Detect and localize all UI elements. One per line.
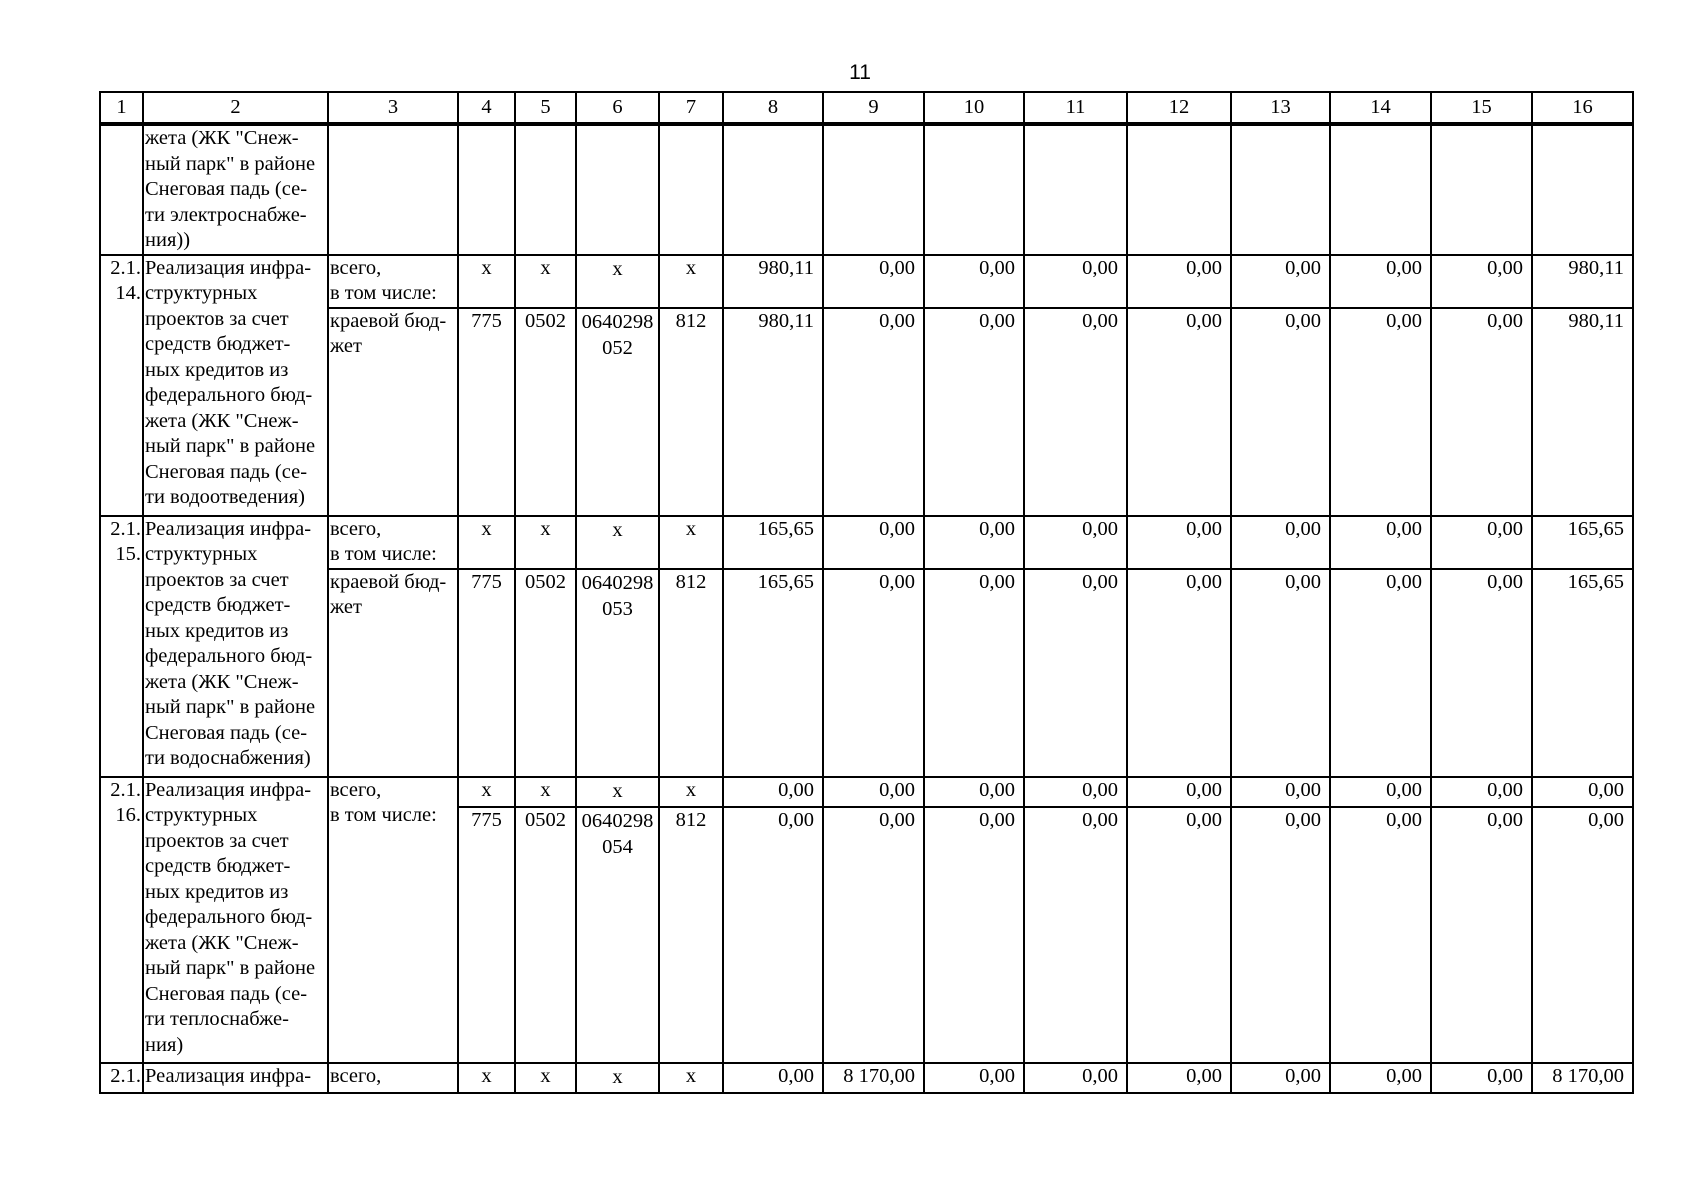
- item-total-row: [100, 516, 1633, 569]
- source-line: жет: [330, 596, 362, 618]
- column-number: 14: [1330, 92, 1431, 124]
- amount-cell: 0,00: [1127, 255, 1231, 308]
- amount-cell: 0,00: [1431, 255, 1532, 308]
- amount-cell: 0,00: [1024, 516, 1127, 569]
- item-name: [143, 255, 328, 516]
- target-article-code: x: [576, 255, 659, 308]
- name-line: Реализация инфра-: [145, 256, 312, 279]
- cell: [659, 124, 723, 255]
- name-line: жета (ЖК "Снеж-: [145, 409, 299, 432]
- item-total-row: [100, 255, 1633, 308]
- index-line: 15.: [115, 543, 141, 565]
- cell: [1024, 124, 1127, 255]
- amount-cell: 0,00: [1231, 569, 1330, 777]
- source-line: краевой бюд-: [330, 570, 447, 593]
- item-index: [100, 124, 143, 255]
- grbs-code: 775: [458, 308, 515, 516]
- column-number: 12: [1127, 92, 1231, 124]
- name-line: Снеговая падь (се-: [145, 982, 308, 1005]
- cell: [924, 124, 1024, 255]
- source-line: краевой бюд-: [330, 309, 447, 332]
- amount-cell: 0,00: [1231, 1063, 1330, 1093]
- name-line: проектов за счет: [145, 307, 289, 330]
- amount-cell: 0,00: [1330, 308, 1431, 516]
- amount-cell: 0,00: [1431, 308, 1532, 516]
- source-line: всего,: [330, 778, 382, 801]
- name-line: ных кредитов из: [145, 358, 289, 381]
- name-line: средств бюджет-: [145, 333, 291, 355]
- name-line: жета (ЖК "Снеж-: [145, 127, 299, 149]
- amount-cell: 0,00: [823, 777, 924, 807]
- cell: [458, 124, 515, 255]
- grbs-code: 775: [458, 807, 515, 1063]
- name-line: ный парк" в районе: [145, 957, 316, 979]
- amount-cell: 0,00: [1024, 777, 1127, 807]
- amount-cell: 0,00: [1330, 1063, 1431, 1093]
- index-line: 14.: [115, 282, 141, 304]
- source-line: в том числе:: [330, 543, 437, 565]
- name-line: средств бюджет-: [145, 855, 291, 877]
- amount-cell: 0,00: [1231, 516, 1330, 569]
- code-line: 0640298: [581, 310, 654, 333]
- source-line: в том числе:: [330, 282, 437, 304]
- amount-cell: 0,00: [823, 308, 924, 516]
- column-number: 5: [515, 92, 576, 124]
- name-line: ти электроснабже-: [145, 203, 307, 226]
- name-line: ных кредитов из: [145, 880, 289, 903]
- cell: [1127, 124, 1231, 255]
- continued-row: [100, 124, 1633, 255]
- column-number: 15: [1431, 92, 1532, 124]
- name-line: ный парк" в районе: [145, 696, 316, 718]
- amount-total-cell: 8 170,00: [1532, 1063, 1633, 1093]
- amount-cell: 0,00: [1127, 1063, 1231, 1093]
- name-line: федерального бюд-: [145, 384, 313, 406]
- expense-type-code: x: [659, 1063, 723, 1093]
- code-line: 053: [602, 597, 633, 620]
- cell: [1231, 124, 1330, 255]
- amount-cell: 0,00: [1231, 308, 1330, 516]
- cell: [1431, 124, 1532, 255]
- section-code: x: [515, 516, 576, 569]
- column-number: 4: [458, 92, 515, 124]
- funding-source: [328, 1063, 458, 1093]
- amount-cell: 165,65: [723, 569, 823, 777]
- expense-type-code: x: [659, 255, 723, 308]
- expense-type-code: 812: [659, 569, 723, 777]
- section-code: 0502: [515, 308, 576, 516]
- section-code: x: [515, 255, 576, 308]
- code-line: 0640298: [581, 571, 654, 594]
- column-number: 2: [143, 92, 328, 124]
- target-article-code: x: [576, 777, 659, 807]
- grbs-code: x: [458, 255, 515, 308]
- amount-cell: 0,00: [1330, 777, 1431, 807]
- amount-cell: 0,00: [924, 777, 1024, 807]
- cell: [1330, 124, 1431, 255]
- item-name: [143, 1063, 328, 1093]
- amount-cell: 0,00: [1024, 1063, 1127, 1093]
- name-line: ный парк" в районе: [145, 152, 316, 175]
- amount-cell: 0,00: [1330, 569, 1431, 777]
- name-line: ти водоотведения): [145, 486, 305, 508]
- name-line: проектов за счет: [145, 829, 289, 852]
- grbs-code: x: [458, 516, 515, 569]
- amount-cell: 0,00: [1127, 777, 1231, 807]
- amount-cell: 0,00: [823, 516, 924, 569]
- funding-source: [328, 777, 458, 1063]
- source-line: всего,: [330, 1064, 382, 1087]
- item-name: [143, 777, 328, 1063]
- amount-cell: 0,00: [924, 255, 1024, 308]
- cell: [723, 124, 823, 255]
- name-line: Реализация инфра-: [145, 778, 312, 801]
- amount-total-cell: 0,00: [1532, 777, 1633, 807]
- expense-type-code: 812: [659, 308, 723, 516]
- name-line: Реализация инфра-: [145, 517, 312, 540]
- name-line: средств бюджет-: [145, 594, 291, 616]
- amount-cell: 0,00: [1231, 807, 1330, 1063]
- amount-cell: 0,00: [1431, 516, 1532, 569]
- item-total-row: [100, 777, 1633, 807]
- amount-cell: 0,00: [723, 807, 823, 1063]
- name-line: Снеговая падь (се-: [145, 721, 308, 744]
- target-article-code: [576, 807, 659, 1063]
- index-line: 2.1.: [110, 517, 141, 540]
- grbs-code: x: [458, 1063, 515, 1093]
- amount-cell: 980,11: [723, 255, 823, 308]
- item-name: [143, 516, 328, 777]
- amount-cell: 0,00: [1127, 308, 1231, 516]
- grbs-code: 775: [458, 569, 515, 777]
- funding-source: [328, 569, 458, 777]
- amount-cell: 0,00: [1431, 1063, 1532, 1093]
- item-index: [100, 777, 143, 1063]
- amount-cell: 0,00: [1330, 807, 1431, 1063]
- target-article-code: [576, 569, 659, 777]
- target-article-code: x: [576, 1063, 659, 1093]
- amount-total-cell: 165,65: [1532, 516, 1633, 569]
- name-line: жета (ЖК "Снеж-: [145, 931, 299, 954]
- amount-cell: 0,00: [1127, 807, 1231, 1063]
- name-line: структурных: [145, 543, 258, 565]
- name-line: федерального бюд-: [145, 645, 313, 667]
- amount-cell: 165,65: [723, 516, 823, 569]
- name-line: Снеговая падь (се-: [145, 460, 308, 483]
- section-code: 0502: [515, 569, 576, 777]
- name-line: ния)): [145, 229, 191, 251]
- amount-cell: 0,00: [723, 1063, 823, 1093]
- name-line: Реализация инфра-: [145, 1064, 312, 1087]
- column-number: 9: [823, 92, 924, 124]
- amount-cell: 0,00: [924, 569, 1024, 777]
- budget-table: [99, 91, 1634, 1094]
- funding-source: [328, 255, 458, 308]
- amount-cell: 0,00: [924, 1063, 1024, 1093]
- name-line: ный парк" в районе: [145, 435, 316, 457]
- name-line: Снеговая падь (се-: [145, 178, 308, 200]
- index-line: 2.1.: [110, 778, 141, 801]
- index-line: 16.: [115, 804, 141, 826]
- name-line: федерального бюд-: [145, 906, 313, 928]
- column-number: 8: [723, 92, 823, 124]
- amount-cell: 0,00: [1024, 569, 1127, 777]
- name-line: жета (ЖК "Снеж-: [145, 670, 299, 693]
- funding-source: [328, 516, 458, 569]
- amount-cell: 0,00: [1431, 807, 1532, 1063]
- expense-type-code: x: [659, 777, 723, 807]
- amount-cell: 8 170,00: [823, 1063, 924, 1093]
- column-number: 7: [659, 92, 723, 124]
- amount-cell: 980,11: [723, 308, 823, 516]
- name-line: ния): [145, 1033, 184, 1056]
- item-index: [100, 516, 143, 777]
- cell: [515, 124, 576, 255]
- page-number: 11: [849, 61, 871, 84]
- amount-cell: 0,00: [1231, 777, 1330, 807]
- funding-source: [328, 124, 458, 255]
- amount-cell: 0,00: [924, 308, 1024, 516]
- name-line: ных кредитов из: [145, 619, 289, 642]
- amount-total-cell: 0,00: [1532, 807, 1633, 1063]
- amount-cell: 0,00: [1330, 255, 1431, 308]
- name-line: ти водоснабжения): [145, 747, 311, 769]
- amount-cell: 0,00: [723, 777, 823, 807]
- cell: [823, 124, 924, 255]
- funding-source: [328, 308, 458, 516]
- section-code: x: [515, 1063, 576, 1093]
- amount-cell: 0,00: [1127, 569, 1231, 777]
- code-line: 052: [602, 336, 633, 359]
- column-number: 11: [1024, 92, 1127, 124]
- expense-type-code: 812: [659, 807, 723, 1063]
- item-name: [143, 124, 328, 255]
- amount-cell: 0,00: [823, 255, 924, 308]
- source-line: всего,: [330, 517, 382, 540]
- amount-cell: 0,00: [1330, 516, 1431, 569]
- code-line: 054: [602, 835, 633, 858]
- amount-cell: 0,00: [1024, 308, 1127, 516]
- name-line: ти теплоснабже-: [145, 1008, 289, 1030]
- target-article-code: [576, 308, 659, 516]
- amount-cell: 0,00: [823, 807, 924, 1063]
- column-number: 1: [100, 92, 143, 124]
- column-number: 13: [1231, 92, 1330, 124]
- name-line: структурных: [145, 282, 258, 304]
- target-article-code: x: [576, 516, 659, 569]
- column-number: 10: [924, 92, 1024, 124]
- amount-cell: 0,00: [1431, 569, 1532, 777]
- index-line: 2.1.: [110, 256, 141, 279]
- amount-cell: 0,00: [924, 807, 1024, 1063]
- source-line: в том числе:: [330, 804, 437, 826]
- amount-cell: 0,00: [1024, 255, 1127, 308]
- section-code: 0502: [515, 807, 576, 1063]
- amount-total-cell: 980,11: [1532, 255, 1633, 308]
- source-line: жет: [330, 335, 362, 357]
- item-budget-row: [100, 308, 1633, 516]
- item-budget-row: [100, 569, 1633, 777]
- amount-cell: 0,00: [924, 516, 1024, 569]
- item-total-row: [100, 1063, 1633, 1093]
- amount-cell: 0,00: [1231, 255, 1330, 308]
- cell: [1532, 124, 1633, 255]
- code-line: 0640298: [581, 809, 654, 832]
- name-line: структурных: [145, 804, 258, 826]
- amount-cell: 0,00: [1024, 807, 1127, 1063]
- section-code: x: [515, 777, 576, 807]
- grbs-code: x: [458, 777, 515, 807]
- item-index: [100, 255, 143, 516]
- amount-cell: 0,00: [1431, 777, 1532, 807]
- cell: [576, 124, 659, 255]
- column-number: 6: [576, 92, 659, 124]
- source-line: всего,: [330, 256, 382, 279]
- item-index: 2.1.: [100, 1063, 143, 1093]
- amount-total-cell: 980,11: [1532, 308, 1633, 516]
- column-number-row: [100, 92, 1633, 124]
- amount-total-cell: 165,65: [1532, 569, 1633, 777]
- name-line: проектов за счет: [145, 568, 289, 591]
- expense-type-code: x: [659, 516, 723, 569]
- amount-cell: 0,00: [1127, 516, 1231, 569]
- column-number: 16: [1532, 92, 1633, 124]
- column-number: 3: [328, 92, 458, 124]
- amount-cell: 0,00: [823, 569, 924, 777]
